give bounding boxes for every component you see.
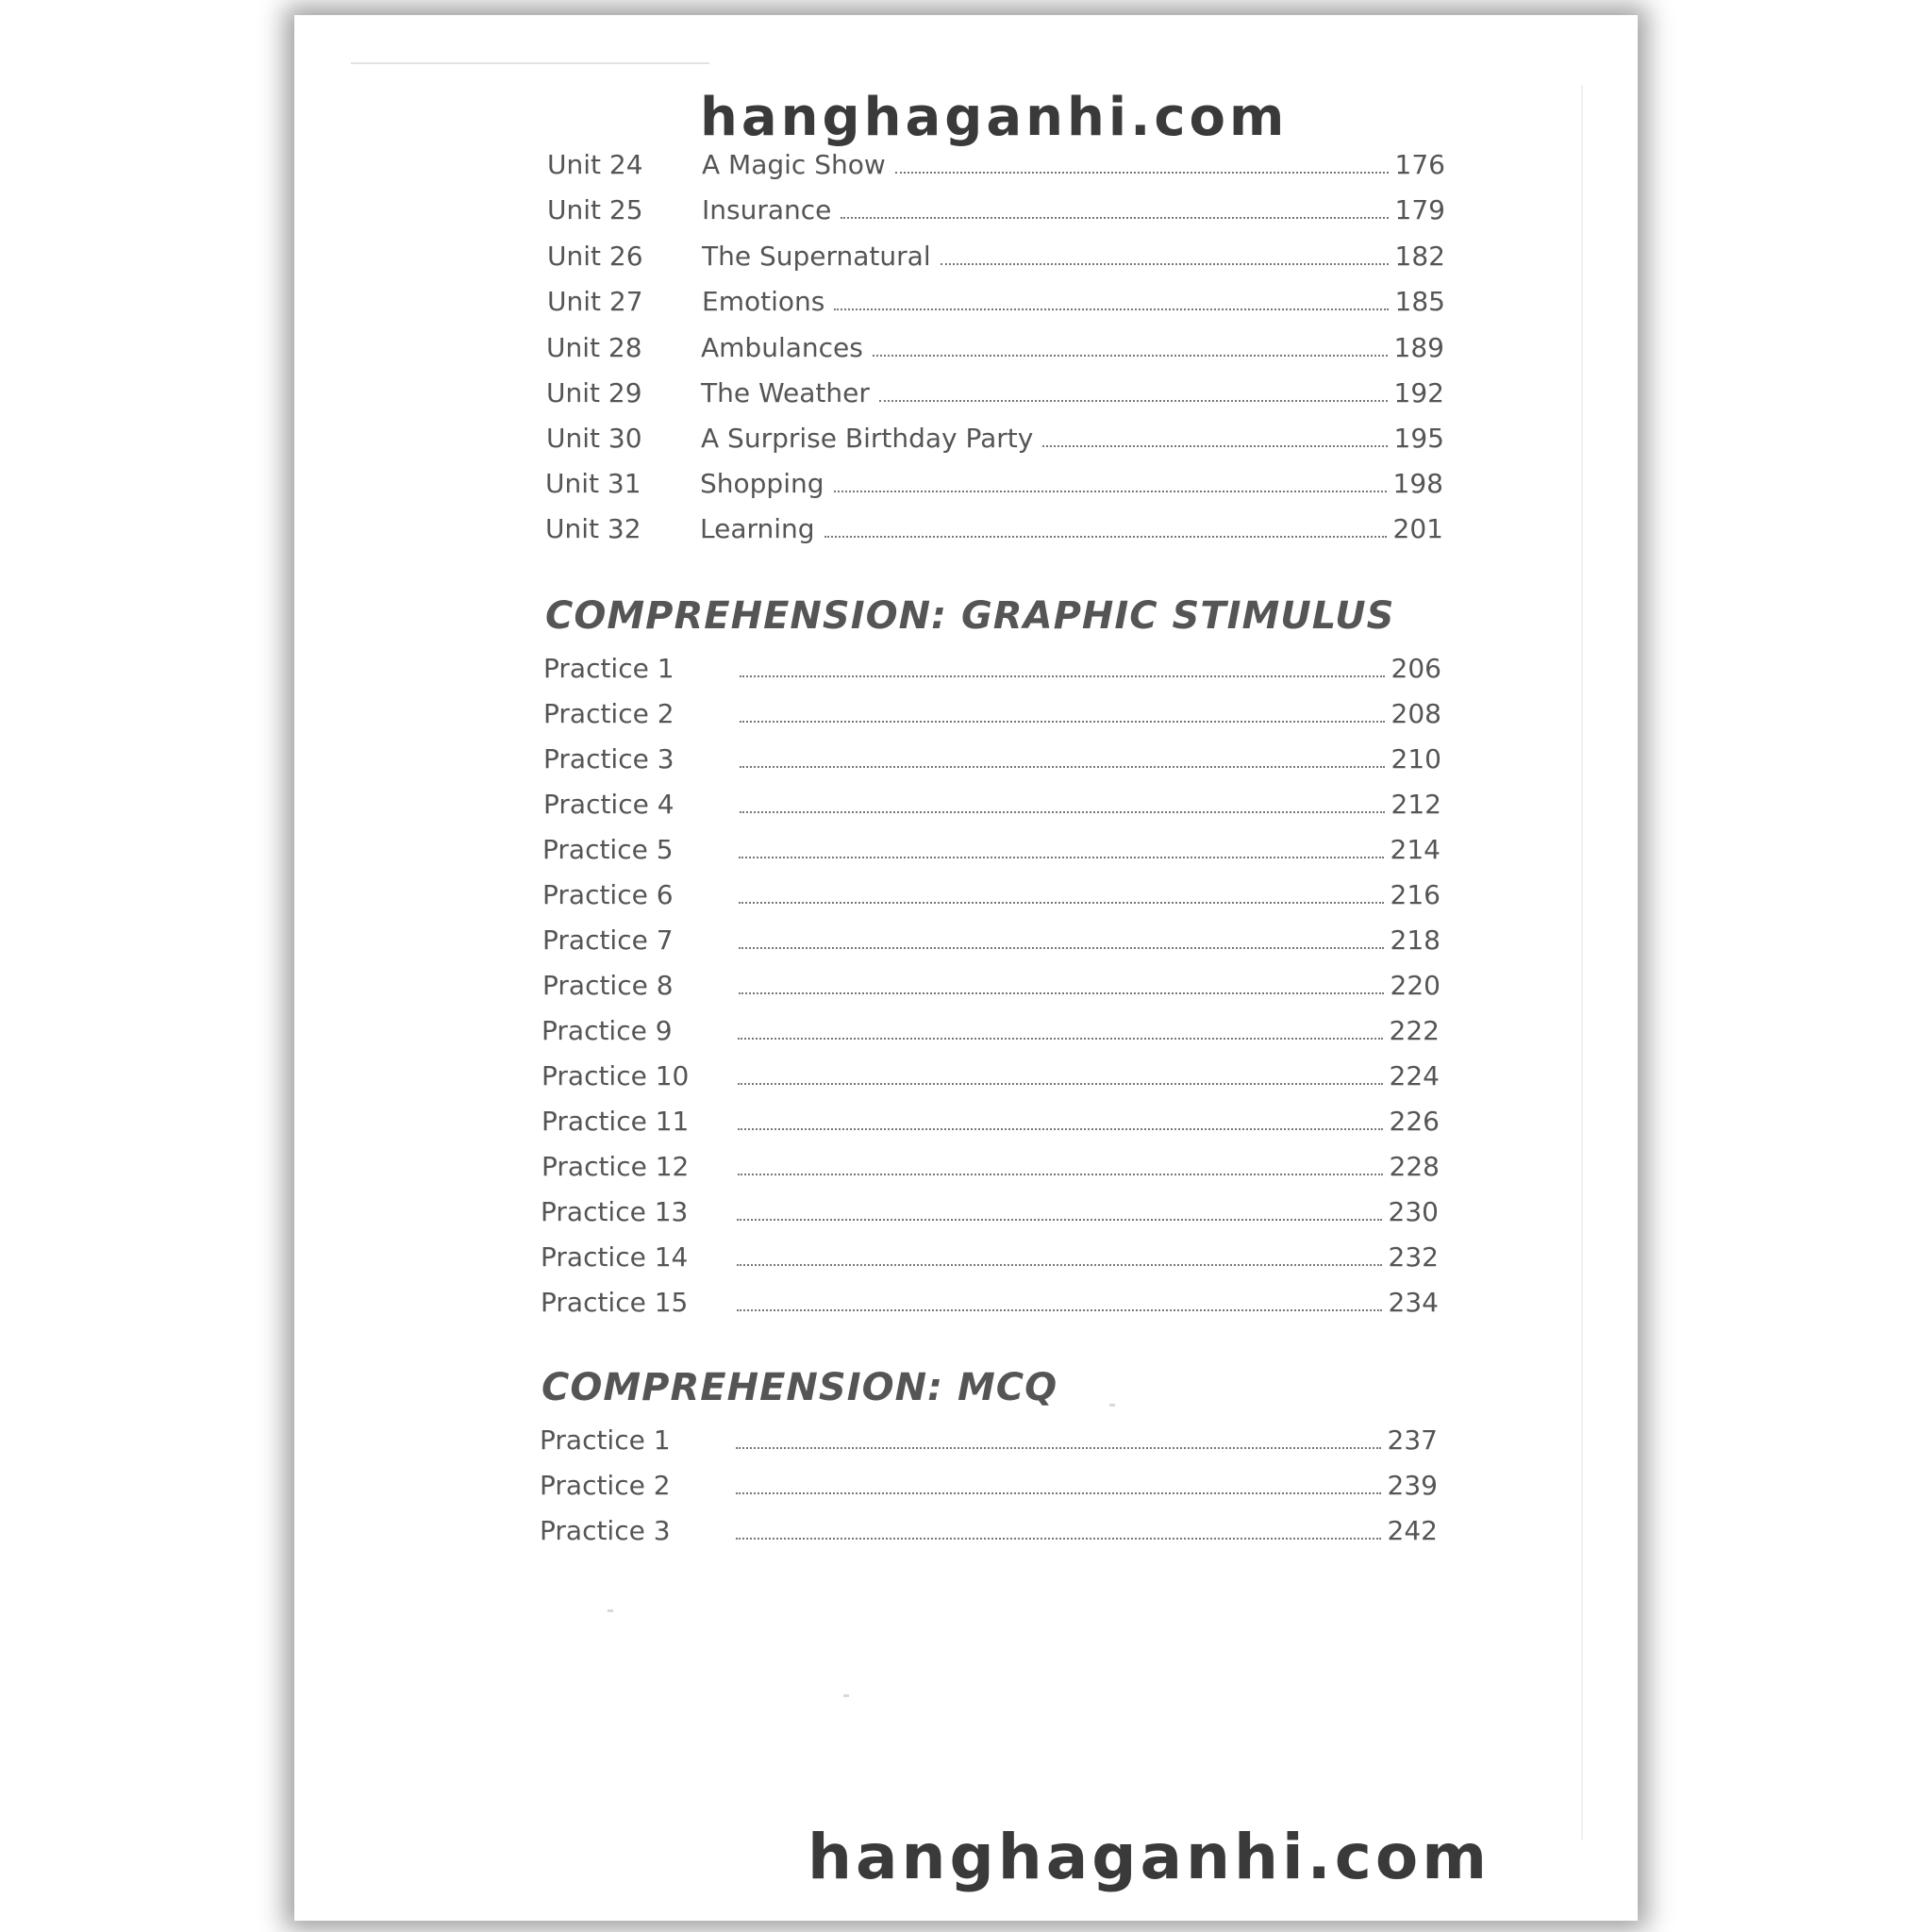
practice-label: Practice 14 — [541, 1241, 689, 1273]
toc-row-practice — [541, 1241, 1439, 1279]
toc-row-practice — [541, 1015, 1440, 1053]
practice-label: Practice 11 — [541, 1106, 690, 1137]
dot-leader — [895, 172, 1389, 174]
dot-leader — [824, 536, 1387, 538]
page-number: 226 — [1389, 1106, 1440, 1137]
toc-row-practice — [540, 1470, 1438, 1507]
toc-row-practice — [541, 1060, 1440, 1098]
watermark-top: hanghaganhi.com — [700, 87, 1289, 148]
page-number: 228 — [1389, 1151, 1440, 1182]
unit-number: Unit 31 — [545, 468, 641, 499]
unit-title: The Weather — [701, 377, 870, 408]
dot-leader — [941, 263, 1389, 265]
toc-row-unit — [545, 513, 1443, 551]
page-number: 224 — [1389, 1060, 1440, 1091]
dot-leader — [736, 1447, 1381, 1449]
page-number: 201 — [1392, 513, 1443, 544]
toc-row-practice — [540, 1515, 1438, 1553]
toc-row-unit — [547, 194, 1445, 232]
dot-leader — [737, 1264, 1382, 1266]
dot-leader — [739, 947, 1384, 949]
page-number: 214 — [1390, 834, 1441, 865]
unit-number: Unit 26 — [547, 241, 643, 272]
practice-label: Practice 15 — [541, 1287, 689, 1318]
page-number: 220 — [1390, 970, 1441, 1001]
page-edge-mark — [1581, 85, 1583, 1840]
page-number: 198 — [1392, 468, 1443, 499]
practice-label: Practice 2 — [540, 1470, 671, 1501]
practice-label: Practice 12 — [541, 1151, 690, 1182]
page-number: 216 — [1390, 879, 1441, 910]
practice-label: Practice 3 — [543, 743, 675, 774]
dot-leader — [738, 1083, 1383, 1085]
toc-row-unit — [547, 241, 1445, 278]
page-number: 179 — [1394, 194, 1445, 225]
practice-label: Practice 4 — [543, 789, 675, 820]
dot-leader — [736, 1538, 1381, 1540]
unit-title: The Supernatural — [702, 241, 931, 272]
toc-row-practice — [542, 834, 1441, 872]
dot-leader — [736, 1492, 1381, 1494]
unit-number: Unit 30 — [546, 423, 642, 454]
toc-row-practice — [541, 1196, 1439, 1234]
toc-row-practice — [542, 924, 1441, 962]
toc-row-practice — [543, 698, 1441, 736]
page-number: 232 — [1388, 1241, 1439, 1273]
dot-leader — [740, 766, 1385, 768]
page-number: 222 — [1389, 1015, 1440, 1046]
page-number: 239 — [1387, 1470, 1438, 1501]
page-number: 195 — [1393, 423, 1444, 454]
unit-title: Insurance — [702, 194, 832, 225]
toc-row-unit — [546, 332, 1444, 370]
toc-row-practice — [541, 1151, 1440, 1189]
unit-number: Unit 28 — [546, 332, 642, 363]
page-number: 212 — [1391, 789, 1441, 820]
dot-leader — [1042, 445, 1388, 447]
dot-leader — [739, 857, 1384, 858]
page-number: 206 — [1391, 653, 1441, 684]
page-edge-mark — [351, 62, 709, 64]
practice-label: Practice 7 — [542, 924, 674, 956]
page-number: 237 — [1387, 1424, 1438, 1456]
dot-leader — [873, 355, 1388, 357]
dot-leader — [739, 992, 1384, 994]
unit-title: A Magic Show — [702, 149, 886, 180]
unit-number: Unit 29 — [546, 377, 642, 408]
scan-speck — [1109, 1404, 1115, 1407]
section-heading-graphic-stimulus: COMPREHENSION: GRAPHIC STIMULUS — [545, 594, 1395, 638]
scan-speck — [843, 1694, 849, 1697]
unit-title: Shopping — [700, 468, 824, 499]
practice-label: Practice 6 — [542, 879, 674, 910]
toc-row-practice — [541, 1287, 1439, 1324]
page-number: 242 — [1387, 1515, 1438, 1546]
dot-leader — [738, 1128, 1383, 1130]
practice-label: Practice 1 — [540, 1424, 671, 1456]
dot-leader — [834, 491, 1388, 492]
dot-leader — [738, 1038, 1383, 1040]
section-heading-mcq: COMPREHENSION: MCQ — [541, 1366, 1058, 1409]
dot-leader — [740, 811, 1385, 813]
unit-number: Unit 32 — [545, 513, 641, 544]
unit-title: Emotions — [702, 286, 825, 317]
practice-label: Practice 10 — [541, 1060, 690, 1091]
toc-row-unit — [546, 377, 1444, 415]
dot-leader — [834, 308, 1389, 310]
unit-title: Ambulances — [701, 332, 863, 363]
toc-row-unit — [547, 286, 1445, 324]
unit-number: Unit 24 — [547, 149, 643, 180]
unit-title: A Surprise Birthday Party — [701, 423, 1034, 454]
dot-leader — [738, 1174, 1383, 1175]
unit-number: Unit 27 — [547, 286, 643, 317]
practice-label: Practice 5 — [542, 834, 674, 865]
practice-label: Practice 1 — [543, 653, 675, 684]
practice-label: Practice 2 — [543, 698, 675, 729]
dot-leader — [740, 675, 1385, 677]
page-number: 185 — [1394, 286, 1445, 317]
practice-label: Practice 8 — [542, 970, 674, 1001]
toc-row-unit — [545, 468, 1443, 506]
dot-leader — [739, 902, 1384, 904]
dot-leader — [740, 721, 1385, 723]
practice-label: Practice 13 — [541, 1196, 689, 1227]
page-number: 189 — [1393, 332, 1444, 363]
page-number: 182 — [1394, 241, 1445, 272]
unit-number: Unit 25 — [547, 194, 643, 225]
dot-leader — [737, 1309, 1382, 1311]
toc-row-practice — [543, 743, 1441, 781]
dot-leader — [737, 1219, 1382, 1221]
page-number: 176 — [1394, 149, 1445, 180]
toc-row-unit — [546, 423, 1444, 460]
dot-leader — [879, 400, 1388, 402]
toc-row-unit — [547, 149, 1445, 187]
practice-label: Practice 3 — [540, 1515, 671, 1546]
toc-row-practice — [542, 879, 1441, 917]
page-number: 192 — [1393, 377, 1444, 408]
toc-row-practice — [541, 1106, 1440, 1143]
page-number: 208 — [1391, 698, 1441, 729]
page-number: 234 — [1388, 1287, 1439, 1318]
practice-label: Practice 9 — [541, 1015, 673, 1046]
page-number: 218 — [1390, 924, 1441, 956]
scan-speck — [608, 1609, 613, 1612]
toc-row-practice — [543, 789, 1441, 826]
unit-title: Learning — [700, 513, 815, 544]
page-number: 230 — [1388, 1196, 1439, 1227]
toc-row-practice — [542, 970, 1441, 1008]
toc-row-practice — [540, 1424, 1438, 1462]
dot-leader — [841, 217, 1389, 219]
toc-row-practice — [543, 653, 1441, 691]
watermark-bottom: hanghaganhi.com — [808, 1821, 1491, 1893]
page-number: 210 — [1391, 743, 1441, 774]
